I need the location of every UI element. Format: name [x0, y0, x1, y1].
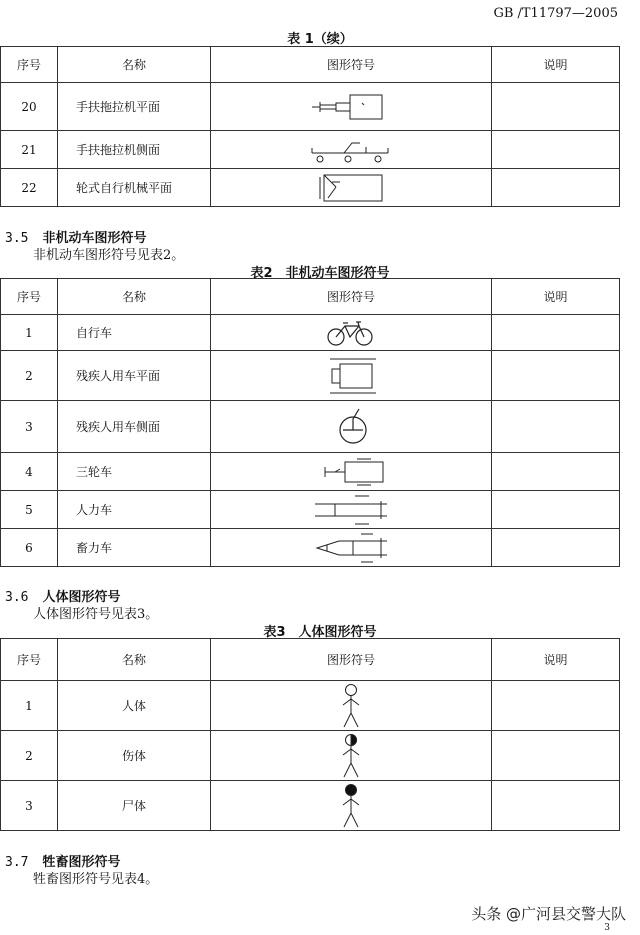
row-name: 轮式自行机械平面 [58, 169, 211, 207]
table-row [1, 781, 620, 831]
row-no: 3 [1, 401, 58, 453]
table2 [0, 278, 620, 567]
row-no: 4 [1, 453, 58, 491]
section-3-6-body: 人体图形符号见表3。 [33, 607, 159, 622]
table-row [1, 169, 620, 207]
walking-tractor-plan-icon [306, 92, 396, 122]
col-symbol-header: 图形符号 [211, 47, 492, 83]
table3-caption: 表3 人体图形符号 [263, 625, 377, 640]
section-3-7-body: 牲畜图形符号见表4。 [33, 872, 159, 887]
row-no: 20 [1, 83, 58, 131]
section-3-5-body: 非机动车图形符号见表2。 [33, 248, 185, 263]
wheelchair-side-icon [321, 405, 381, 449]
row-no: 2 [1, 351, 58, 401]
table-row [1, 315, 620, 351]
row-no: 1 [1, 681, 58, 731]
injured-body-icon [339, 733, 363, 779]
table-row [1, 731, 620, 781]
human-body-icon [339, 683, 363, 729]
table1-caption: 表 1（续） [287, 32, 353, 47]
col-name-header: 名称 [58, 639, 211, 681]
row-no: 3 [1, 781, 58, 831]
col-symbol-header: 图形符号 [211, 279, 492, 315]
tricycle-icon [311, 456, 391, 488]
section-number: 3.7 [5, 855, 29, 870]
col-no-header: 序号 [1, 47, 58, 83]
dead-body-icon [339, 783, 363, 829]
table-header-row [1, 279, 620, 315]
row-name: 三轮车 [58, 453, 211, 491]
row-name: 畜力车 [58, 529, 211, 567]
row-name: 残疾人用车侧面 [58, 401, 211, 453]
col-name-header: 名称 [58, 47, 211, 83]
row-name: 伤体 [58, 731, 211, 781]
col-no-header: 序号 [1, 639, 58, 681]
table3 [0, 638, 620, 831]
col-no-header: 序号 [1, 279, 58, 315]
section-title: 人体图形符号 [42, 590, 121, 605]
walking-tractor-side-icon [306, 135, 396, 165]
table-row [1, 453, 620, 491]
table1 [0, 46, 620, 207]
table-row [1, 681, 620, 731]
table-header-row [1, 47, 620, 83]
row-name: 人力车 [58, 491, 211, 529]
table-header-row [1, 639, 620, 681]
row-no: 5 [1, 491, 58, 529]
col-name-header: 名称 [58, 279, 211, 315]
row-no: 6 [1, 529, 58, 567]
row-no: 22 [1, 169, 58, 207]
table-row [1, 83, 620, 131]
table-row [1, 529, 620, 567]
row-name: 残疾人用车平面 [58, 351, 211, 401]
wheelchair-plan-icon [316, 356, 386, 396]
row-no: 1 [1, 315, 58, 351]
table-row [1, 401, 620, 453]
row-name: 手扶拖拉机平面 [58, 83, 211, 131]
section-number: 3.6 [5, 590, 29, 605]
rickshaw-icon [311, 493, 391, 527]
page-number: 3 [604, 923, 610, 933]
row-name: 尸体 [58, 781, 211, 831]
table-row [1, 351, 620, 401]
table-row [1, 131, 620, 169]
document-code: GB /T11797—2005 [493, 6, 618, 21]
row-no: 21 [1, 131, 58, 169]
section-title: 非机动车图形符号 [42, 231, 147, 246]
row-name: 自行车 [58, 315, 211, 351]
col-note-header: 说明 [492, 639, 620, 681]
row-no: 2 [1, 731, 58, 781]
row-name: 人体 [58, 681, 211, 731]
bicycle-icon [321, 318, 381, 348]
section-number: 3.5 [5, 231, 29, 246]
col-note-header: 说明 [492, 47, 620, 83]
table2-caption: 表2 非机动车图形符号 [250, 266, 390, 281]
col-symbol-header: 图形符号 [211, 639, 492, 681]
table-row [1, 491, 620, 529]
animal-cart-icon [311, 531, 391, 565]
row-name: 手扶拖拉机侧面 [58, 131, 211, 169]
col-note-header: 说明 [492, 279, 620, 315]
wheeled-machine-plan-icon [306, 172, 396, 204]
section-title: 牲畜图形符号 [42, 855, 121, 870]
source-watermark: 头条 @广河县交警大队 [471, 905, 626, 923]
